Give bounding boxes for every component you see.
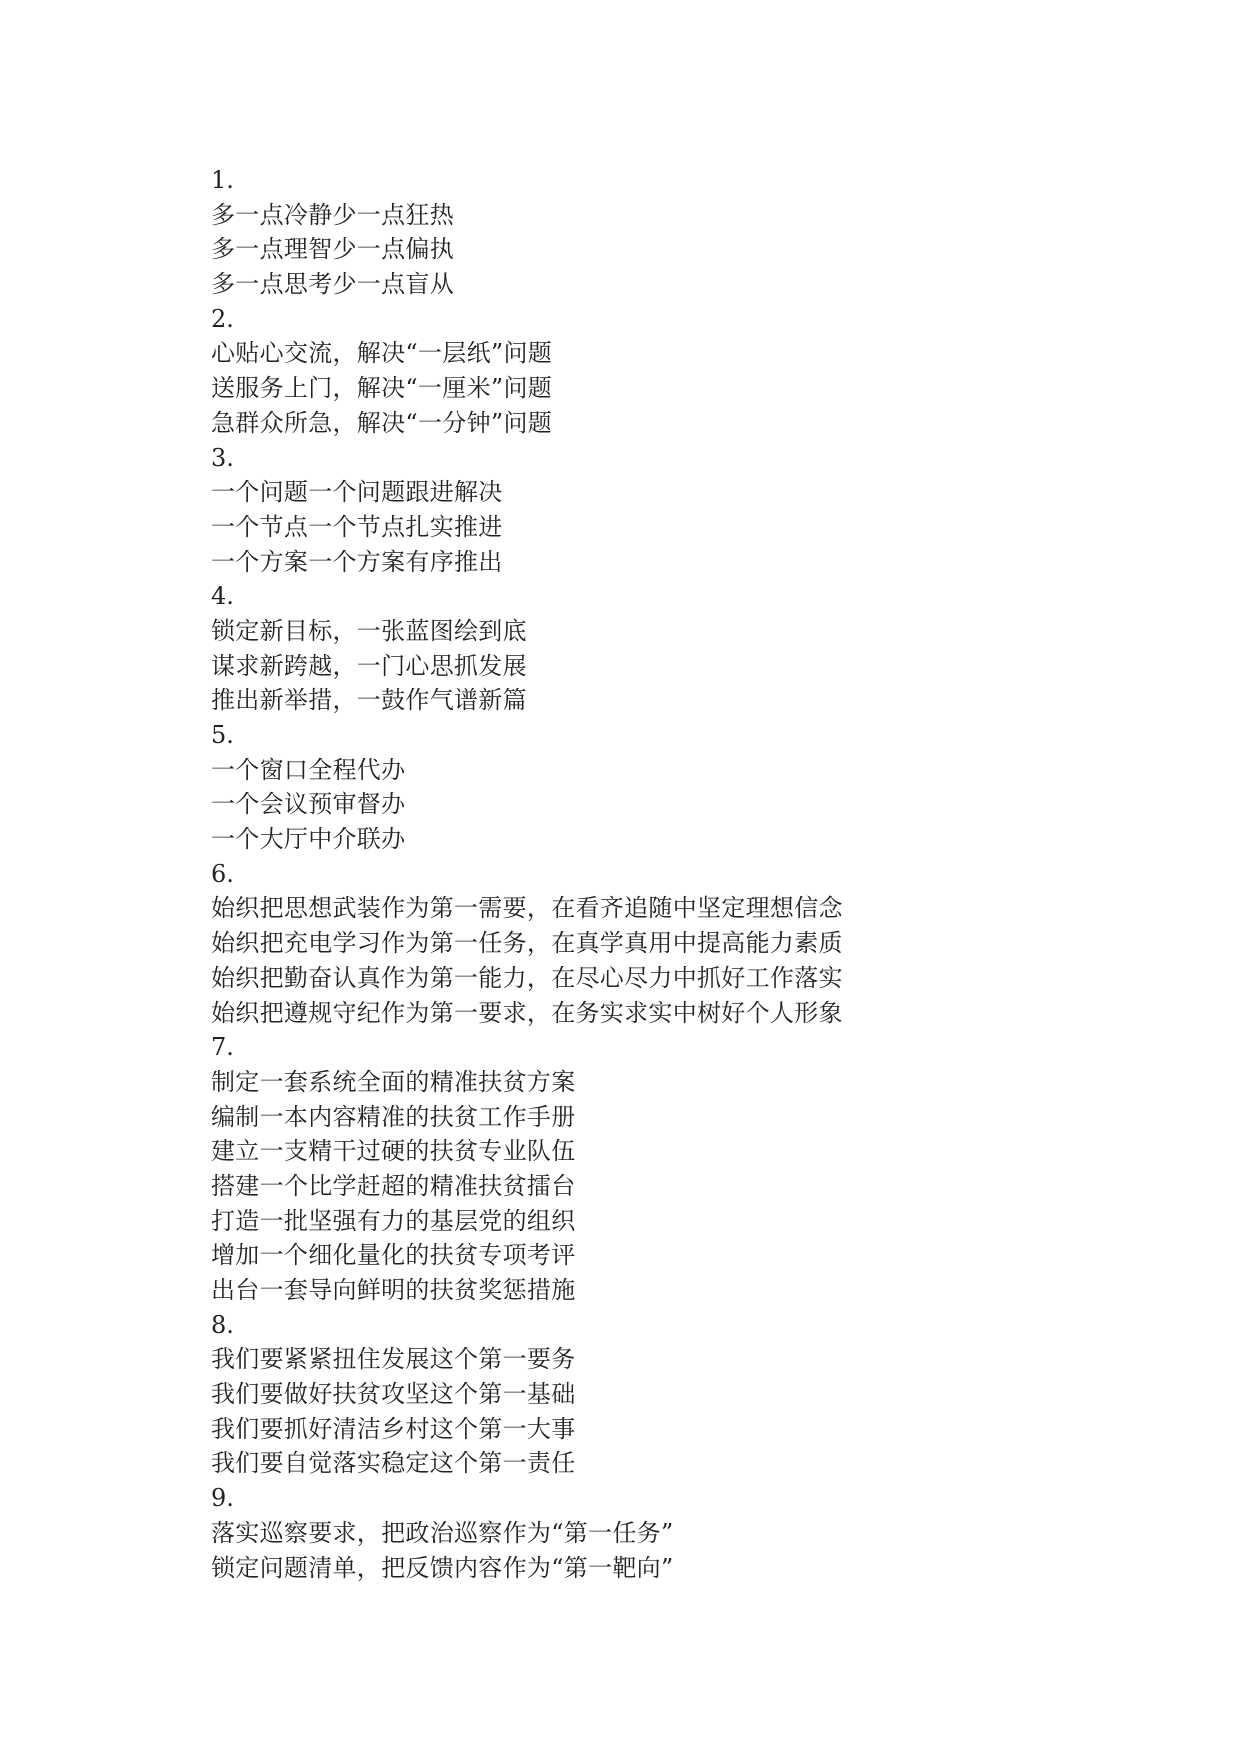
text-line: 多一点冷静少一点狂热 [211, 200, 454, 229]
section-6 [211, 857, 1171, 1030]
text-line: 我们要抓好清洁乡村这个第一大事 [211, 1414, 576, 1443]
text-line: 制定一套系统全面的精准扶贫方案 [211, 1067, 576, 1096]
text-line: 一个窗口全程代办 [211, 755, 406, 784]
text-line: 多一点思考少一点盲从 [211, 270, 454, 299]
section-9 [211, 1481, 1171, 1585]
section-number: 7. [211, 1033, 234, 1062]
section-number: 3. [211, 443, 234, 472]
text-line: 始织把思想武装作为第一需要，在看齐追随中坚定理想信念 [211, 894, 843, 923]
text-line: 一个大厅中介联办 [211, 825, 406, 854]
section-number: 6. [211, 859, 234, 888]
section-7 [211, 1030, 1171, 1308]
text-line: 打造一批坚强有力的基层党的组织 [211, 1206, 576, 1235]
section-5 [211, 718, 1171, 857]
section-number: 5. [211, 721, 234, 749]
text-line: 搭建一个比学赶超的精准扶贫擂台 [211, 1171, 576, 1200]
text-line: 送服务上门，解决“一厘米”问题 [211, 374, 553, 403]
text-line: 谋求新跨越，一门心思抓发展 [211, 651, 527, 680]
text-line: 始织把遵规守纪作为第一要求，在务实求实中树好个人形象 [211, 998, 843, 1027]
text-line: 建立一支精干过硬的扶贫专业队伍 [211, 1137, 576, 1166]
text-line: 一个方案一个方案有序推出 [211, 547, 503, 576]
section-8 [211, 1308, 1171, 1481]
text-line: 编制一本内容精准的扶贫工作手册 [211, 1102, 576, 1131]
text-line: 一个问题一个问题跟进解决 [211, 478, 503, 507]
document-body [211, 163, 1171, 1585]
section-4 [211, 579, 1171, 718]
text-line: 锁定新目标，一张蓝图绘到底 [211, 616, 527, 645]
text-line: 我们要紧紧扭住发展这个第一要务 [211, 1345, 576, 1374]
text-line: 锁定问题清单，把反馈内容作为“第一靶向” [211, 1553, 674, 1582]
text-line: 增加一个细化量化的扶贫专项考评 [211, 1241, 576, 1270]
text-line: 一个节点一个节点扎实推进 [211, 512, 503, 541]
text-line: 始织把充电学习作为第一任务，在真学真用中提高能力素质 [211, 929, 843, 958]
text-line: 落实巡察要求，把政治巡察作为“第一任务” [211, 1518, 674, 1547]
text-line: 我们要做好扶贫攻坚这个第一基础 [211, 1380, 576, 1409]
text-line: 推出新举措，一鼓作气谱新篇 [211, 686, 527, 715]
text-line: 一个会议预审督办 [211, 790, 406, 819]
section-number: 2. [211, 304, 234, 333]
text-line: 多一点理智少一点偏执 [211, 235, 454, 264]
section-1 [211, 163, 1171, 302]
text-line: 急群众所急，解决“一分钟”问题 [211, 408, 553, 437]
section-number: 8. [211, 1310, 234, 1339]
section-number: 4. [211, 582, 234, 611]
text-line: 心贴心交流，解决“一层纸”问题 [211, 339, 553, 368]
section-number: 1. [211, 166, 234, 194]
section-3 [211, 441, 1171, 580]
text-line: 始织把勤奋认真作为第一能力，在尽心尽力中抓好工作落实 [211, 963, 843, 992]
section-2 [211, 302, 1171, 441]
text-line: 出台一套导向鲜明的扶贫奖惩措施 [211, 1276, 576, 1304]
text-line: 我们要自觉落实稳定这个第一责任 [211, 1449, 576, 1478]
section-number: 9. [211, 1484, 234, 1513]
